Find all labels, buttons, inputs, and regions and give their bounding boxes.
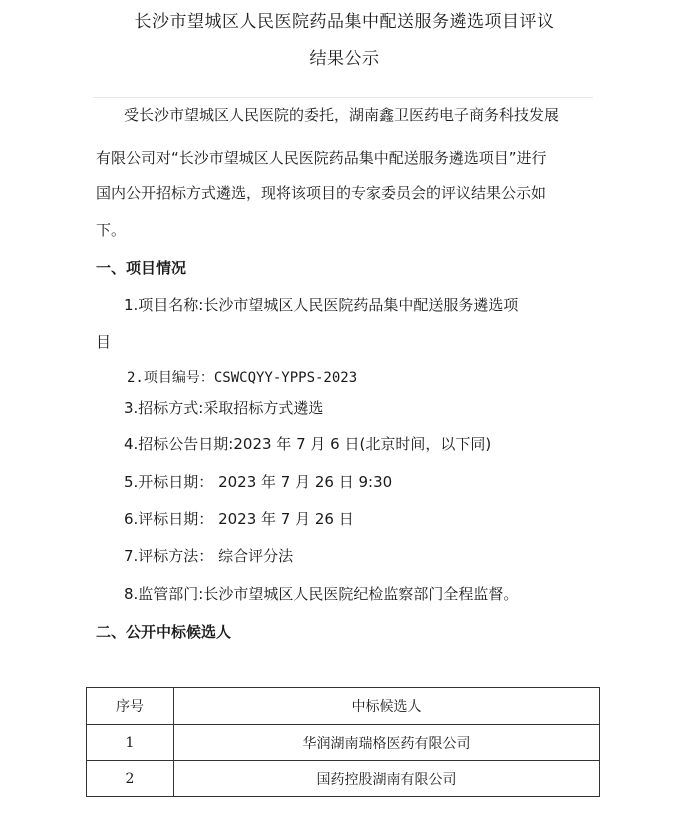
item-eval-method: 7.评标方法： 综合评分法	[124, 547, 294, 565]
section1-heading: 一、项目情况	[96, 259, 187, 277]
section2-heading: 二、公开中标候选人	[96, 623, 232, 641]
document-title-line1: 长沙市望城区人民医院药品集中配送服务遴选项目评议	[134, 12, 555, 32]
title-divider	[93, 97, 593, 98]
item-eval-date: 6.评标日期： 2023 年 7 月 26 日	[124, 510, 354, 528]
item-project-name-line1: 1.项目名称:长沙市望城区人民医院药品集中配送服务遴选项	[124, 296, 519, 314]
item-project-name-line2: 目	[96, 333, 112, 351]
header-index: 序号	[87, 688, 174, 725]
table-row	[87, 761, 600, 797]
candidate-table	[86, 687, 600, 797]
table-row	[87, 725, 600, 761]
row-index: 2	[87, 761, 174, 797]
row-index: 1	[87, 725, 174, 761]
document-title-line2: 结果公示	[309, 49, 380, 69]
item-supervision: 8.监管部门:长沙市望城区人民医院纪检监察部门全程监督。	[124, 585, 519, 603]
intro-line-1: 受长沙市望城区人民医院的委托，湖南鑫卫医药电子商务科技发展	[124, 106, 560, 124]
item-announce-date: 4.招标公告日期:2023 年 7 月 6 日(北京时间，以下同)	[124, 435, 492, 453]
row-candidate: 华润湖南瑞格医药有限公司	[174, 725, 600, 761]
table-header-row	[87, 688, 600, 725]
intro-line-3: 国内公开招标方式遴选，现将该项目的专家委员会的评议结果公示如	[96, 184, 547, 202]
header-candidate: 中标候选人	[174, 688, 600, 725]
intro-line-4: 下。	[96, 221, 127, 239]
item-open-date: 5.开标日期： 2023 年 7 月 26 日 9:30	[124, 473, 393, 491]
item-tender-method: 3.招标方式:采取招标方式遴选	[124, 399, 324, 417]
item-project-number: 2.项目编号：CSWCQYY-YPPS-2023	[127, 370, 358, 386]
row-candidate: 国药控股湖南有限公司	[174, 761, 600, 797]
intro-line-2: 有限公司对“长沙市望城区人民医院药品集中配送服务遴选项目”进行	[96, 149, 547, 167]
